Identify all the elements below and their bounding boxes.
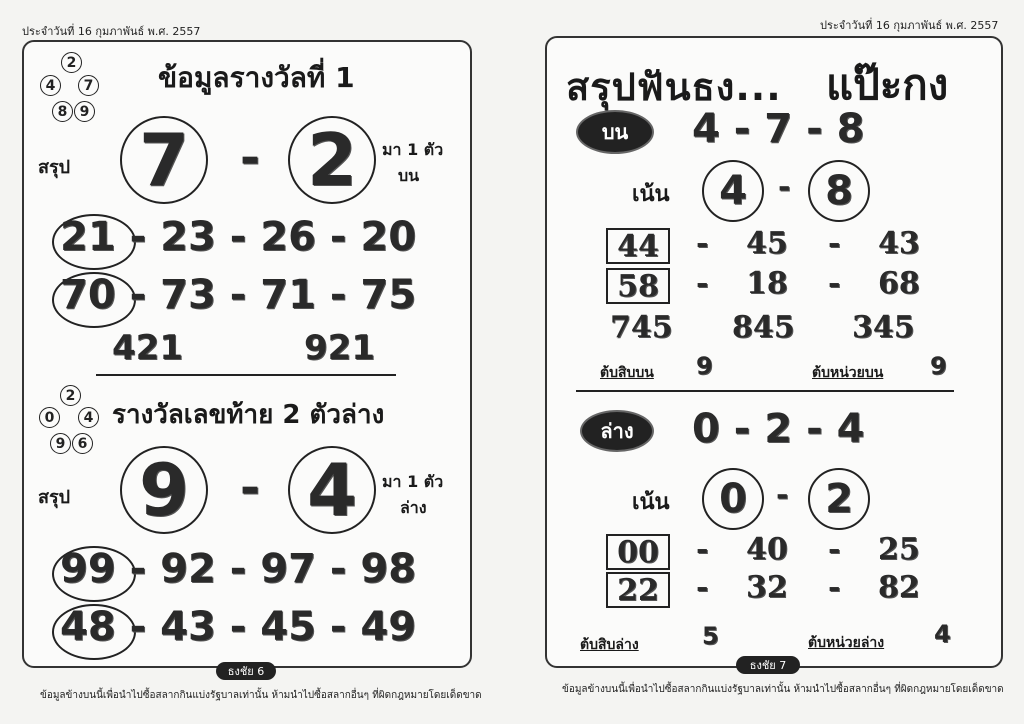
main-number: 9 [138, 448, 190, 532]
dash: - [828, 532, 841, 567]
boxed-number: 44 [606, 228, 670, 264]
seq-number: 7 [764, 106, 793, 152]
tens-value: 5 [702, 622, 719, 650]
row-number: 48 [60, 604, 116, 650]
digit-circle: 7 [78, 75, 99, 96]
focus-circle [702, 160, 764, 222]
note-line1: มา 1 ตัว [382, 140, 444, 159]
focus-circle [702, 468, 764, 530]
section2-title: รางวัลเลขท้าย 2 ตัวล่าง [112, 400, 385, 430]
row-number: 68 [878, 266, 920, 301]
focus-circle [808, 160, 870, 222]
row-number: 73 [160, 272, 216, 318]
row-number: 71 [260, 272, 316, 318]
triple-number: 421 [112, 328, 183, 368]
main-number-circle [120, 446, 208, 534]
digit-circle: 2 [60, 385, 81, 406]
dash: - [696, 266, 709, 301]
boxed-number: 58 [606, 268, 670, 304]
dash: - [828, 266, 841, 301]
seq-number: 0 [692, 406, 720, 452]
units-label: ต้บหน่วยบน [812, 365, 884, 381]
disclaimer: ข้อมูลข้างบนนี้เพื่อนำไปซื้อสลากกินแบ่งรัฐบาลเท่านั้น ห้ามนำไปซื้อสลากอื่นๆ ที่ผิดกฎหมายโดยเด็ดขาด [562, 684, 1004, 695]
sequence-row: 4 - 7 - 8 [692, 106, 865, 152]
row-number: 18 [746, 266, 788, 301]
row-number: 23 [160, 214, 216, 260]
seq-number: 2 [764, 406, 793, 452]
dash: - [778, 170, 791, 205]
row-number: 45 [260, 604, 316, 650]
units-label: ต้บหน่วยล่าง [808, 635, 885, 651]
dash: - [696, 226, 709, 261]
row-number: 40 [746, 532, 788, 567]
divider [96, 374, 396, 376]
main-number: 7 [138, 118, 190, 202]
page-badge: ธงชัย 7 [736, 656, 800, 674]
dash: - [240, 130, 260, 186]
main-number: 4 [306, 448, 358, 532]
boxed-number: 00 [606, 534, 670, 570]
row-number: 43 [878, 226, 920, 261]
seq-number: 4 [836, 406, 865, 452]
page-badge: ธงชัย 6 [216, 662, 276, 680]
number-row: 70 - 73 - 71 - 75 [60, 272, 417, 318]
boxed-number: 22 [606, 572, 670, 608]
digit-circle: 6 [72, 433, 93, 454]
label-badge-top: บน [576, 110, 654, 154]
units-value: 9 [930, 352, 947, 380]
row-number: 32 [746, 570, 788, 605]
digit-circle: 4 [40, 75, 61, 96]
label-badge-bottom: ล่าง [580, 410, 654, 452]
dash: - [240, 460, 260, 516]
digit-circle: 9 [74, 101, 95, 122]
dash: - [828, 570, 841, 605]
row-number: 43 [160, 604, 216, 650]
seq-number: 4 [692, 106, 720, 152]
digit-circle: 9 [50, 433, 71, 454]
main-number-circle [120, 116, 208, 204]
focus-number: 4 [719, 168, 747, 214]
right-title: สรุปฟันธง... [566, 65, 782, 109]
tens-label: ต้บสิบบน [600, 365, 654, 381]
digit-circle: 4 [78, 407, 99, 428]
number-row: 48 - 43 - 45 - 49 [60, 604, 417, 650]
tens-label: ต้บสิบล่าง [580, 637, 639, 653]
digit-circle: 2 [61, 52, 82, 73]
number-row: 99 - 92 - 97 - 98 [60, 546, 417, 592]
focus-number: 8 [825, 168, 853, 214]
right-subtitle: แป๊ะกง [826, 60, 949, 109]
digit-circle: 8 [52, 101, 73, 122]
row-number: 82 [878, 570, 920, 605]
focus-number: 0 [719, 476, 747, 522]
disclaimer: ข้อมูลข้างบนนี้เพื่อนำไปซื้อสลากกินแบ่งรัฐบาลเท่านั้น ห้ามนำไปซื้อสลากอื่นๆ ที่ผิดกฎหมายโดยเด็ดขาด [40, 690, 482, 701]
focus-number: 2 [825, 476, 853, 522]
row-number: 49 [360, 604, 417, 650]
row-number: 20 [360, 214, 417, 260]
divider [576, 390, 954, 392]
triple-number: 845 [732, 310, 795, 345]
row-number: 98 [360, 546, 417, 592]
triple-number: 745 [610, 310, 673, 345]
dash: - [696, 532, 709, 567]
right-date: ประจำวันที่ 16 กุมภาพันธ์ พ.ศ. 2557 [820, 19, 999, 32]
note-line1: มา 1 ตัว [382, 472, 444, 491]
sequence-row: 0 - 2 - 4 [692, 406, 865, 452]
summary-label: สรุป [38, 157, 71, 178]
seq-number: 8 [836, 106, 865, 152]
number-row: 21 - 23 - 26 - 20 [60, 214, 417, 260]
focus-circle [808, 468, 870, 530]
row-number: 97 [260, 546, 316, 592]
focus-label: เน้น [632, 490, 670, 515]
dash: - [696, 570, 709, 605]
row-number: 75 [360, 272, 417, 318]
tens-value: 9 [696, 352, 713, 380]
note-line2: ล่าง [400, 498, 427, 517]
row-number: 70 [60, 272, 116, 318]
main-number-circle [288, 446, 376, 534]
row-number: 21 [60, 214, 116, 260]
main-number: 2 [306, 118, 358, 202]
dash: - [776, 478, 789, 513]
units-value: 4 [934, 620, 951, 648]
section1-title: ข้อมูลรางวัลที่ 1 [158, 61, 355, 94]
row-number: 99 [60, 546, 116, 592]
row-number: 25 [878, 532, 920, 567]
left-date: ประจำวันที่ 16 กุมภาพันธ์ พ.ศ. 2557 [22, 25, 201, 38]
main-number-circle [288, 116, 376, 204]
digit-circle: 0 [39, 407, 60, 428]
note-line2: บน [398, 166, 420, 185]
triple-number: 345 [852, 310, 915, 345]
row-number: 26 [260, 214, 316, 260]
row-number: 45 [746, 226, 788, 261]
triple-number: 921 [304, 328, 375, 368]
dash: - [828, 226, 841, 261]
summary-label: สรุป [38, 487, 71, 508]
row-number: 92 [160, 546, 216, 592]
focus-label: เน้น [632, 182, 670, 207]
